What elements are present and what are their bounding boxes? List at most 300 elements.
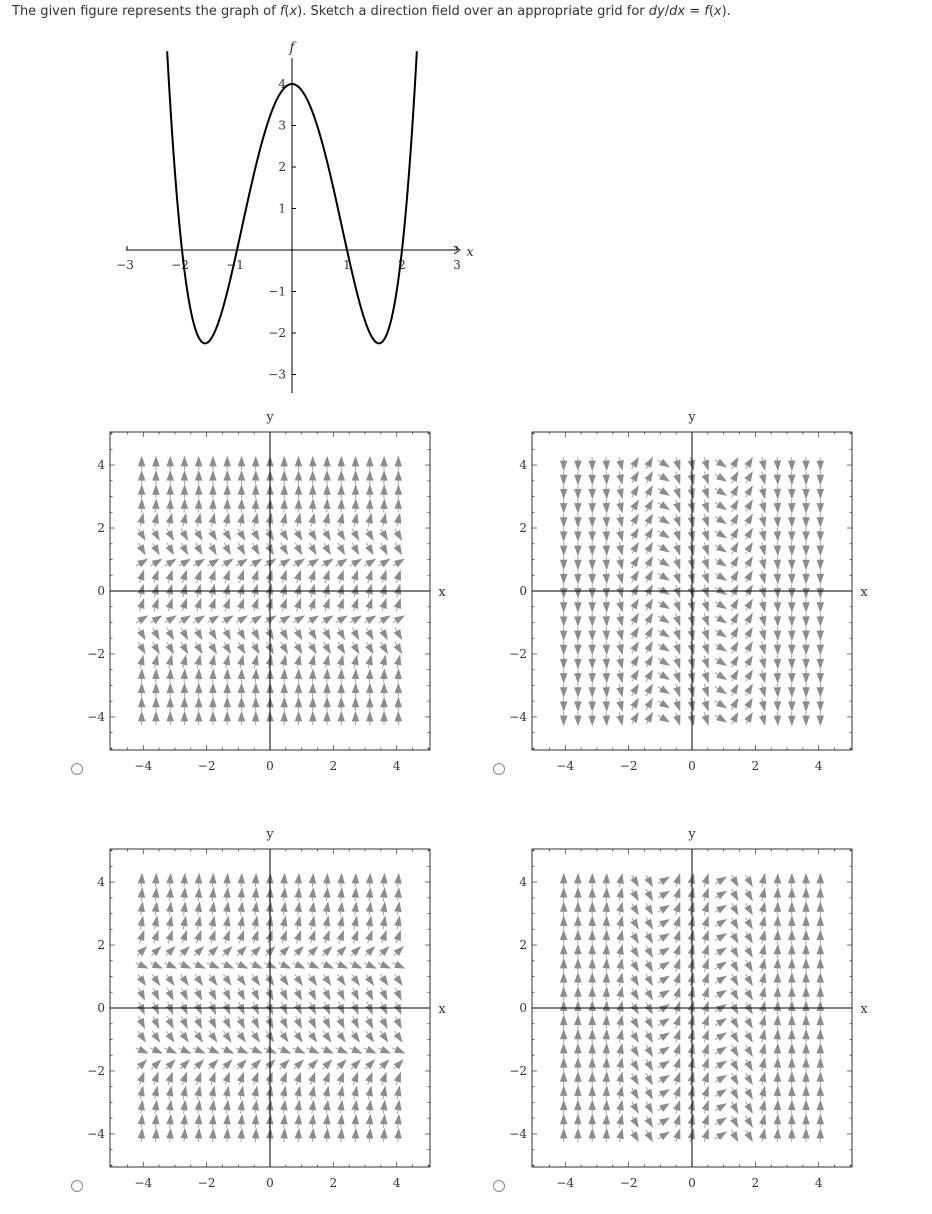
direction-arrow xyxy=(789,1030,795,1043)
direction-arrow xyxy=(674,931,680,943)
direction-arrow xyxy=(631,1059,638,1070)
direction-arrow xyxy=(789,500,795,513)
direction-arrow xyxy=(167,670,173,683)
direction-arrow xyxy=(252,1016,259,1028)
direction-arrow xyxy=(658,615,669,622)
direction-arrow xyxy=(394,1031,402,1042)
direction-arrow xyxy=(380,974,388,985)
direction-arrow xyxy=(165,616,176,623)
direction-arrow xyxy=(789,514,795,527)
direction-arrow xyxy=(803,457,809,470)
direction-arrow xyxy=(702,889,708,901)
direction-arrow xyxy=(164,1047,176,1054)
direction-arrow xyxy=(166,1031,174,1042)
direction-arrow xyxy=(224,874,230,887)
direction-arrow xyxy=(731,699,738,710)
direction-arrow xyxy=(138,874,144,887)
direction-arrow xyxy=(631,642,638,653)
direction-arrow xyxy=(631,614,638,625)
direction-arrow xyxy=(658,920,669,927)
direction-arrow xyxy=(395,500,401,513)
direction-arrow xyxy=(645,500,652,511)
direction-arrow xyxy=(222,616,233,623)
direction-arrow xyxy=(324,471,330,484)
direction-arrow xyxy=(380,628,387,639)
x-axis-label: x xyxy=(860,1002,868,1017)
direction-arrow xyxy=(745,932,752,943)
direction-arrow xyxy=(688,1129,694,1142)
direction-arrow xyxy=(193,616,204,623)
direction-arrow xyxy=(589,874,595,887)
direction-arrow xyxy=(195,500,201,513)
direction-arrow xyxy=(366,543,373,554)
direction-arrow xyxy=(366,571,372,583)
direction-arrow xyxy=(674,627,680,639)
direction-arrow xyxy=(631,1116,638,1127)
direction-arrow xyxy=(603,1129,609,1142)
direction-arrow xyxy=(338,471,344,484)
direction-arrow xyxy=(575,641,581,654)
direction-arrow xyxy=(395,1087,401,1100)
direction-arrow xyxy=(631,932,638,943)
direction-arrow xyxy=(760,599,766,612)
direction-arrow xyxy=(181,902,187,915)
direction-arrow xyxy=(702,599,708,611)
direction-arrow xyxy=(603,514,609,527)
direction-arrow xyxy=(575,931,581,944)
direction-arrow xyxy=(150,559,161,566)
direction-arrow xyxy=(774,556,780,569)
direction-arrow xyxy=(789,888,795,901)
direction-arrow xyxy=(238,988,245,1000)
equals: = xyxy=(685,4,705,19)
direction-arrow xyxy=(223,1073,229,1085)
direction-arrow xyxy=(294,947,303,956)
x-axis-label: x xyxy=(438,1002,446,1017)
direction-arrow xyxy=(702,1087,708,1099)
direction-arrow xyxy=(366,888,372,901)
direction-arrow xyxy=(393,616,404,623)
direction-arrow xyxy=(253,471,259,484)
direction-arrow xyxy=(309,1101,315,1114)
direction-arrow xyxy=(658,488,669,495)
direction-arrow xyxy=(166,1060,175,1069)
direction-arrow xyxy=(138,656,144,669)
direction-arrow xyxy=(181,1016,188,1028)
direction-arrow xyxy=(674,542,680,554)
direction-arrow xyxy=(207,962,219,969)
direction-arrow xyxy=(380,917,386,930)
direction-arrow xyxy=(715,877,726,884)
direction-arrow xyxy=(561,959,567,972)
direction-arrow xyxy=(209,917,215,930)
direction-arrow xyxy=(817,684,823,697)
direction-arrow xyxy=(394,947,403,956)
direction-arrow xyxy=(395,917,401,930)
option-d-radio[interactable] xyxy=(493,1180,505,1192)
direction-arrow xyxy=(224,902,230,915)
direction-arrow xyxy=(731,917,738,928)
direction-arrow xyxy=(645,600,652,611)
direction-arrow xyxy=(309,874,315,887)
direction-arrow xyxy=(631,875,638,886)
direction-arrow xyxy=(238,712,244,725)
direction-arrow xyxy=(323,931,329,943)
direction-arrow xyxy=(366,917,372,930)
direction-arrow xyxy=(789,959,795,972)
direction-arrow xyxy=(323,917,329,930)
direction-arrow xyxy=(338,917,344,930)
direction-arrow xyxy=(253,712,259,725)
direction-arrow xyxy=(210,1101,216,1114)
direction-arrow xyxy=(658,658,669,665)
direction-arrow xyxy=(674,528,680,540)
direction-arrow xyxy=(395,670,401,683)
direction-arrow xyxy=(152,1016,159,1028)
direction-arrow xyxy=(310,471,316,484)
direction-arrow xyxy=(774,1072,780,1085)
direction-arrow xyxy=(688,471,694,484)
direction-arrow xyxy=(136,616,147,623)
direction-arrow xyxy=(180,529,187,540)
direction-arrow xyxy=(295,457,301,470)
direction-arrow xyxy=(280,1060,289,1069)
direction-arrow xyxy=(295,670,301,683)
direction-arrow xyxy=(803,670,809,683)
direction-arrow xyxy=(181,514,187,527)
direction-arrow xyxy=(167,917,173,930)
direction-arrow xyxy=(817,556,823,569)
x-axis-label: x xyxy=(438,585,446,600)
direction-arrow xyxy=(395,656,401,669)
direction-arrow xyxy=(139,712,145,725)
y-tick-label: 4 xyxy=(97,458,105,473)
direction-arrow xyxy=(774,485,780,498)
math-f: f xyxy=(279,4,285,19)
direction-arrow xyxy=(561,528,567,541)
direction-arrow xyxy=(395,1101,401,1114)
direction-arrow xyxy=(165,559,176,566)
direction-arrow xyxy=(645,699,652,710)
direction-arrow xyxy=(674,1059,680,1071)
direction-arrow xyxy=(789,641,795,654)
direction-arrow xyxy=(617,486,623,499)
direction-arrow xyxy=(352,1087,358,1100)
direction-arrow xyxy=(715,474,726,481)
direction-arrow xyxy=(224,888,230,901)
direction-arrow xyxy=(167,1087,173,1100)
direction-arrow xyxy=(561,556,567,569)
direction-arrow xyxy=(561,1087,567,1100)
direction-arrow xyxy=(310,698,316,711)
direction-arrow xyxy=(817,987,823,1000)
direction-arrow xyxy=(338,1129,344,1142)
direction-arrow xyxy=(266,656,272,669)
direction-arrow xyxy=(760,874,766,887)
direction-arrow xyxy=(152,988,159,1000)
direction-arrow xyxy=(817,528,823,541)
direction-arrow xyxy=(617,1044,623,1057)
direction-arrow xyxy=(181,656,187,669)
direction-arrow xyxy=(138,888,144,901)
direction-arrow xyxy=(381,874,387,887)
direction-arrow xyxy=(631,515,638,526)
direction-arrow xyxy=(702,486,708,498)
direction-arrow xyxy=(774,627,780,640)
direction-arrow xyxy=(280,571,286,583)
direction-arrow xyxy=(195,599,201,611)
direction-arrow xyxy=(760,1129,766,1142)
direction-arrow xyxy=(817,500,823,513)
y-tick-label: 4 xyxy=(97,875,105,890)
direction-arrow xyxy=(688,486,694,499)
direction-arrow xyxy=(603,485,609,498)
direction-arrow xyxy=(817,931,823,944)
direction-arrow xyxy=(395,1073,401,1085)
direction-arrow xyxy=(645,628,652,639)
direction-arrow xyxy=(658,976,669,983)
direction-arrow xyxy=(631,1017,638,1028)
direction-arrow xyxy=(281,1101,287,1114)
direction-arrow xyxy=(350,616,361,623)
direction-arrow xyxy=(817,641,823,654)
direction-arrow xyxy=(392,962,404,969)
direction-arrow xyxy=(323,571,329,583)
direction-arrow xyxy=(760,1044,766,1057)
direction-arrow xyxy=(631,500,638,511)
direction-arrow xyxy=(366,931,372,943)
direction-arrow xyxy=(380,1087,386,1100)
direction-arrow xyxy=(631,946,638,957)
direction-arrow xyxy=(321,962,333,969)
direction-arrow xyxy=(307,962,319,969)
direction-arrow xyxy=(803,627,809,640)
direction-arrow xyxy=(731,946,738,957)
direction-arrow xyxy=(309,642,316,653)
direction-arrow xyxy=(760,888,766,901)
direction-arrow xyxy=(210,670,216,683)
direction-arrow xyxy=(367,471,373,484)
y-tick-label: −2 xyxy=(87,646,105,661)
direction-arrow xyxy=(210,485,216,498)
direction-arrow xyxy=(631,486,638,497)
direction-arrow xyxy=(179,962,191,969)
direction-arrow xyxy=(658,474,669,481)
direction-arrow xyxy=(658,700,669,707)
direction-arrow xyxy=(774,888,780,901)
direction-arrow xyxy=(645,917,652,928)
question-prefix: The given figure represents the graph of xyxy=(12,4,280,19)
direction-arrow xyxy=(223,1060,232,1069)
direction-arrow xyxy=(252,543,259,554)
direction-arrow xyxy=(617,641,623,654)
direction-arrow xyxy=(603,888,609,901)
direction-arrow xyxy=(196,712,202,725)
direction-arrow xyxy=(561,655,567,668)
direction-arrow xyxy=(645,656,652,667)
direction-arrow xyxy=(645,713,652,724)
direction-arrow xyxy=(323,974,331,985)
direction-arrow xyxy=(352,1016,359,1028)
direction-arrow xyxy=(674,959,680,971)
direction-arrow xyxy=(645,1116,652,1127)
direction-arrow xyxy=(138,529,145,540)
direction-arrow xyxy=(337,628,344,639)
option-c-radio[interactable] xyxy=(71,1180,83,1192)
direction-arrow xyxy=(379,947,388,956)
direction-arrow xyxy=(238,485,244,498)
direction-arrow xyxy=(152,642,159,653)
direction-arrow xyxy=(352,471,358,484)
direction-arrow xyxy=(180,642,187,653)
direction-arrow xyxy=(324,670,330,683)
direction-arrow xyxy=(278,962,290,969)
direction-arrow xyxy=(166,571,172,583)
direction-arrow xyxy=(395,471,401,484)
direction-arrow xyxy=(774,1129,780,1142)
direction-arrow xyxy=(395,931,401,943)
direction-arrow xyxy=(338,698,344,711)
direction-arrow xyxy=(293,616,304,623)
direction-arrow xyxy=(688,874,694,887)
direction-arrow xyxy=(789,471,795,484)
option-a-radio[interactable] xyxy=(71,763,83,775)
y-tick-label: 1 xyxy=(278,201,286,216)
y-tick-label: 2 xyxy=(97,938,105,953)
direction-arrow xyxy=(645,486,652,497)
direction-arrow xyxy=(252,1087,258,1100)
direction-arrow xyxy=(152,974,160,985)
direction-arrow xyxy=(223,628,230,639)
direction-arrow xyxy=(575,973,581,986)
paren: ). xyxy=(721,4,731,19)
direction-arrow xyxy=(381,712,387,725)
direction-arrow xyxy=(561,1044,567,1057)
direction-arrow xyxy=(236,616,247,623)
direction-arrow xyxy=(139,457,145,470)
direction-arrow xyxy=(589,500,595,513)
direction-arrow xyxy=(603,917,609,930)
direction-arrow xyxy=(293,962,305,969)
direction-arrow xyxy=(774,514,780,527)
direction-arrow xyxy=(381,1101,387,1114)
direction-arrow xyxy=(152,571,158,583)
direction-arrow xyxy=(223,1016,230,1028)
direction-arrow xyxy=(139,698,145,711)
direction-arrow xyxy=(803,655,809,668)
x-tick-label: −2 xyxy=(197,759,216,773)
direction-arrow xyxy=(266,931,272,943)
direction-arrow xyxy=(631,1073,638,1084)
direction-arrow xyxy=(252,1115,258,1128)
direction-arrow xyxy=(252,888,258,901)
direction-arrow xyxy=(238,902,244,915)
direction-arrow xyxy=(295,514,301,527)
option-b-radio[interactable] xyxy=(493,763,505,775)
direction-arrow xyxy=(309,529,316,540)
direction-arrow xyxy=(688,656,694,669)
direction-arrow xyxy=(674,1087,680,1099)
direction-arrow xyxy=(803,712,809,725)
direction-arrow xyxy=(394,1060,403,1069)
direction-arrow xyxy=(674,1115,680,1127)
direction-arrow xyxy=(589,684,595,697)
direction-arrow xyxy=(367,698,373,711)
direction-arrow xyxy=(589,698,595,711)
direction-arrow xyxy=(731,614,738,625)
direction-arrow xyxy=(308,1060,317,1069)
direction-arrow xyxy=(352,571,358,583)
direction-arrow xyxy=(295,1087,301,1100)
direction-arrow xyxy=(338,485,344,498)
direction-arrow xyxy=(575,959,581,972)
direction-arrow xyxy=(152,902,158,915)
x-axis-label: x xyxy=(860,585,868,600)
direction-arrow xyxy=(774,684,780,697)
direction-arrow xyxy=(817,1115,823,1128)
direction-arrow xyxy=(238,1087,244,1100)
direction-arrow xyxy=(323,988,330,1000)
direction-arrow xyxy=(561,485,567,498)
direction-arrow xyxy=(561,457,567,470)
direction-arrow xyxy=(789,613,795,626)
direction-arrow xyxy=(338,684,344,697)
direction-arrow xyxy=(209,656,215,669)
direction-arrow xyxy=(181,571,187,583)
direction-arrow xyxy=(251,947,260,956)
direction-arrow xyxy=(352,599,358,611)
direction-arrow xyxy=(688,500,694,513)
y-tick-label: −2 xyxy=(509,646,527,661)
direction-arrow xyxy=(789,712,795,725)
direction-arrow xyxy=(603,457,609,470)
direction-arrow xyxy=(575,1030,581,1043)
direction-arrow xyxy=(224,485,230,498)
direction-arrow xyxy=(252,917,258,930)
direction-arrow xyxy=(352,642,359,653)
direction-arrow xyxy=(252,1129,258,1142)
x-tick-label: 0 xyxy=(688,1176,696,1190)
direction-arrow xyxy=(280,1031,288,1042)
direction-arrow xyxy=(561,514,567,527)
direction-arrow xyxy=(674,1030,680,1042)
direction-arrow xyxy=(561,931,567,944)
direction-arrow xyxy=(575,712,581,725)
direction-arrow xyxy=(631,1087,638,1098)
direction-arrow xyxy=(817,670,823,683)
direction-arrow xyxy=(575,888,581,901)
direction-arrow xyxy=(688,457,694,470)
direction-arrow xyxy=(381,888,387,901)
direction-arrow xyxy=(674,613,680,625)
direction-arrow xyxy=(352,1129,358,1142)
direction-arrow xyxy=(238,656,244,669)
direction-arrow xyxy=(789,973,795,986)
direction-arrow xyxy=(210,1115,216,1128)
direction-arrow xyxy=(603,1115,609,1128)
direction-arrow xyxy=(224,1087,230,1100)
direction-arrow xyxy=(380,642,387,653)
direction-arrow xyxy=(589,1101,595,1114)
direction-arrow xyxy=(338,1101,344,1114)
direction-arrow xyxy=(224,656,230,669)
direction-arrow xyxy=(617,959,623,972)
direction-arrow xyxy=(238,642,245,653)
direction-arrow xyxy=(561,874,567,887)
direction-arrow xyxy=(745,699,752,710)
direction-arrow xyxy=(774,959,780,972)
direction-arrow xyxy=(715,630,726,637)
